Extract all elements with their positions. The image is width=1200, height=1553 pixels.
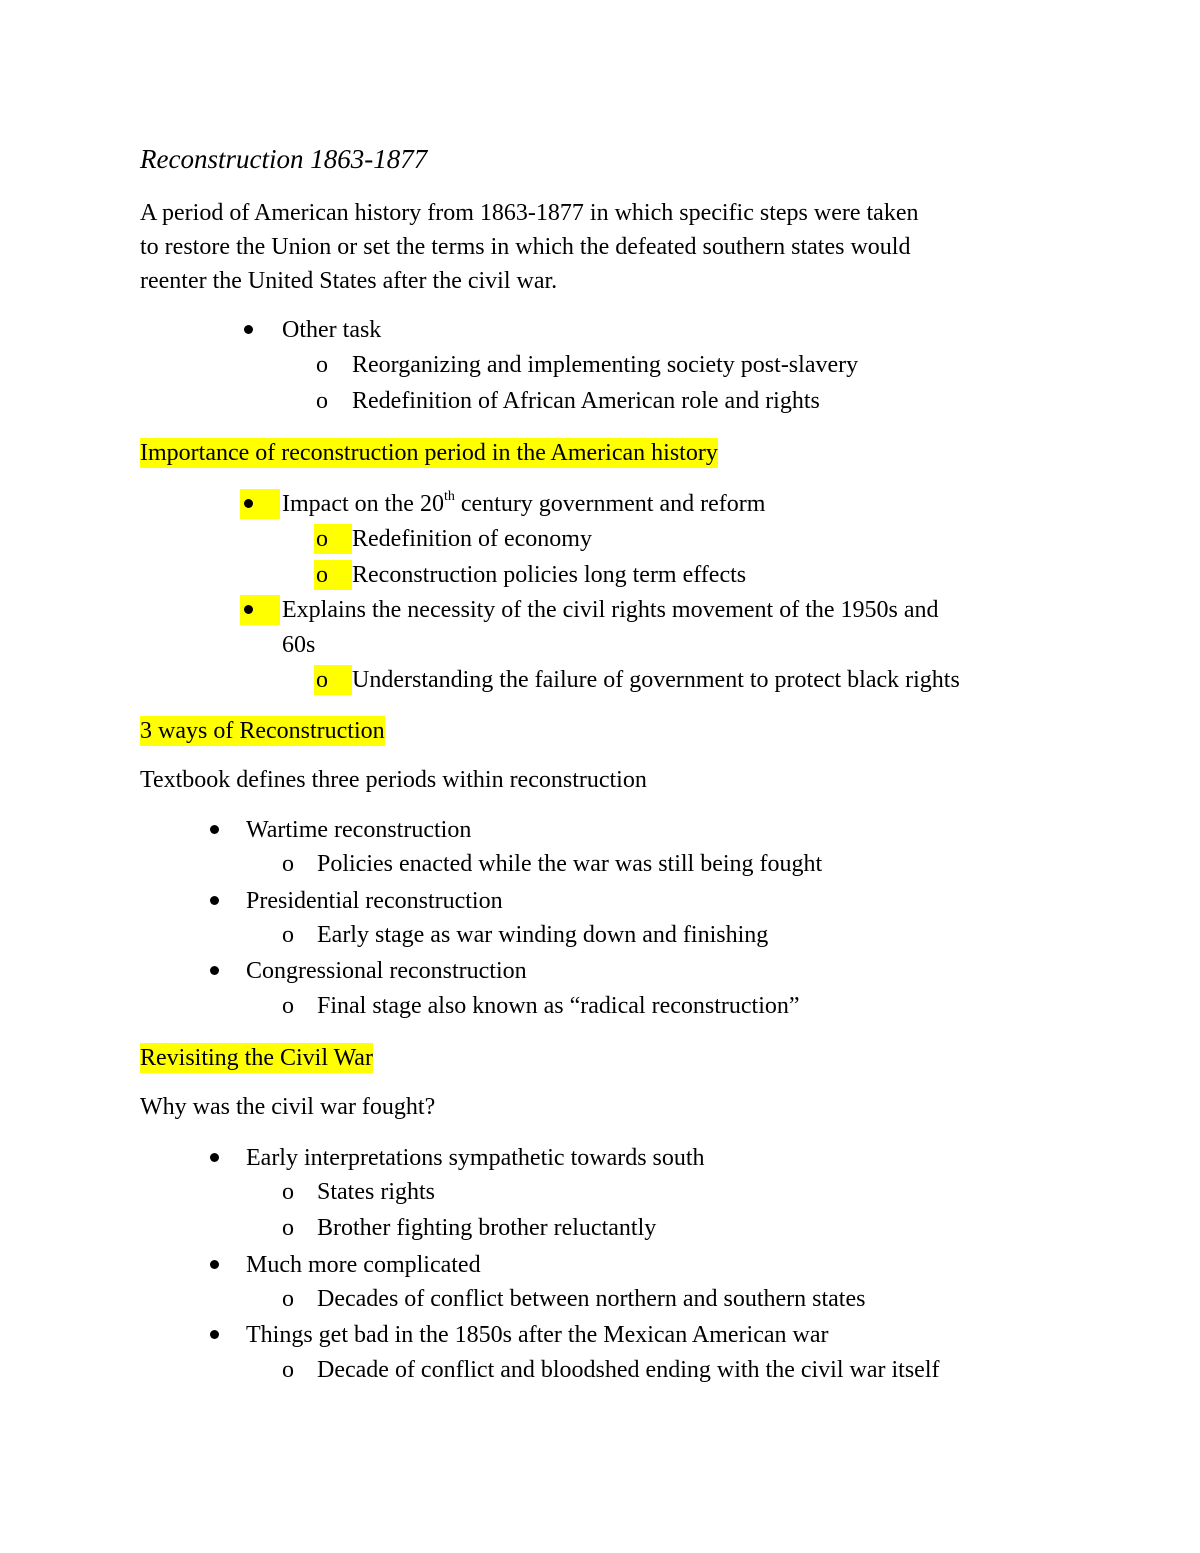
list-item xyxy=(210,886,219,916)
sub-bullet-icon: o xyxy=(282,1286,294,1312)
sub-bullet-icon: o xyxy=(282,1357,294,1383)
sub-bullet-icon: o xyxy=(314,665,352,695)
sub-bullet-icon: o xyxy=(316,388,328,414)
bullet-dot-icon xyxy=(244,325,253,334)
bullet-dot-icon xyxy=(210,1330,219,1339)
list-item-text: Much more complicated xyxy=(246,1252,481,1278)
list-item xyxy=(240,595,280,625)
intro-line-3: reenter the United States after the civil war. xyxy=(140,268,558,294)
list-item-text: Reconstruction policies long term effects xyxy=(352,562,747,588)
sub-bullet-icon: o xyxy=(282,1215,294,1241)
sub-bullet-icon: o xyxy=(282,922,294,948)
list-item-text: Early stage as war winding down and finishing xyxy=(317,922,769,948)
list-item xyxy=(210,956,219,986)
bullet-dot-icon xyxy=(244,499,253,508)
list-item-text: Decades of conflict between northern and southern states xyxy=(317,1286,866,1312)
bullet-dot-icon xyxy=(210,825,219,834)
sub-bullet-icon: o xyxy=(314,524,352,554)
list-item-text: Congressional reconstruction xyxy=(246,958,527,984)
list-item-text: Things get bad in the 1850s after the Mexican American war xyxy=(246,1322,829,1348)
list-item-text: 60s xyxy=(282,632,316,658)
list-item-text: Redefinition of economy xyxy=(352,526,592,552)
bullet-dot-icon xyxy=(244,605,253,614)
bullet-dot-icon xyxy=(210,896,219,905)
sub-bullet-icon: o xyxy=(314,560,352,590)
page-title: Reconstruction 1863-1877 xyxy=(140,144,428,174)
section-heading: Revisiting the Civil War xyxy=(140,1045,373,1071)
sub-bullet-icon: o xyxy=(282,1179,294,1205)
section-intro: Why was the civil war fought? xyxy=(140,1094,436,1120)
bullet-dot-icon xyxy=(210,1153,219,1162)
list-item-text: Early interpretations sympathetic towards south xyxy=(246,1145,705,1171)
sub-bullet-icon: o xyxy=(282,993,294,1019)
sub-bullet-icon: o xyxy=(282,851,294,877)
intro-line-1: A period of American history from 1863-1877 in which specific steps were taken xyxy=(140,200,919,226)
list-item-text: Understanding the failure of government to protect black rights xyxy=(352,667,960,693)
list-item-text: Impact on the 20th century government and reform xyxy=(282,489,766,517)
list-item-text: Policies enacted while the war was still being fought xyxy=(317,851,823,877)
bullet-dot-icon xyxy=(210,1260,219,1269)
section-intro: Textbook defines three periods within reconstruction xyxy=(140,767,647,793)
list-item-text: Brother fighting brother reluctantly xyxy=(317,1215,657,1241)
list-item xyxy=(210,1143,219,1173)
list-item xyxy=(210,1250,219,1280)
section-heading: 3 ways of Reconstruction xyxy=(140,718,385,744)
list-item-text: Other task xyxy=(282,317,382,343)
list-item xyxy=(210,1320,219,1350)
sub-bullet-icon: o xyxy=(316,352,328,378)
list-item-text: Explains the necessity of the civil rights movement of the 1950s and xyxy=(282,597,939,623)
list-item-text: Decade of conflict and bloodshed ending with the civil war itself xyxy=(317,1357,940,1383)
list-item-text: Redefinition of African American role and rights xyxy=(352,388,820,414)
intro-line-2: to restore the Union or set the terms in which the defeated southern states would xyxy=(140,234,911,260)
list-item xyxy=(210,815,219,845)
list-item xyxy=(244,315,253,345)
bullet-dot-icon xyxy=(210,966,219,975)
section-heading: Importance of reconstruction period in the American history xyxy=(140,440,718,466)
list-item-text: States rights xyxy=(317,1179,435,1205)
list-item-text: Final stage also known as “radical reconstruction” xyxy=(317,993,800,1019)
list-item-text: Presidential reconstruction xyxy=(246,888,503,914)
list-item-text: Wartime reconstruction xyxy=(246,817,472,843)
list-item-text: Reorganizing and implementing society post-slavery xyxy=(352,352,859,378)
list-item xyxy=(240,489,280,519)
